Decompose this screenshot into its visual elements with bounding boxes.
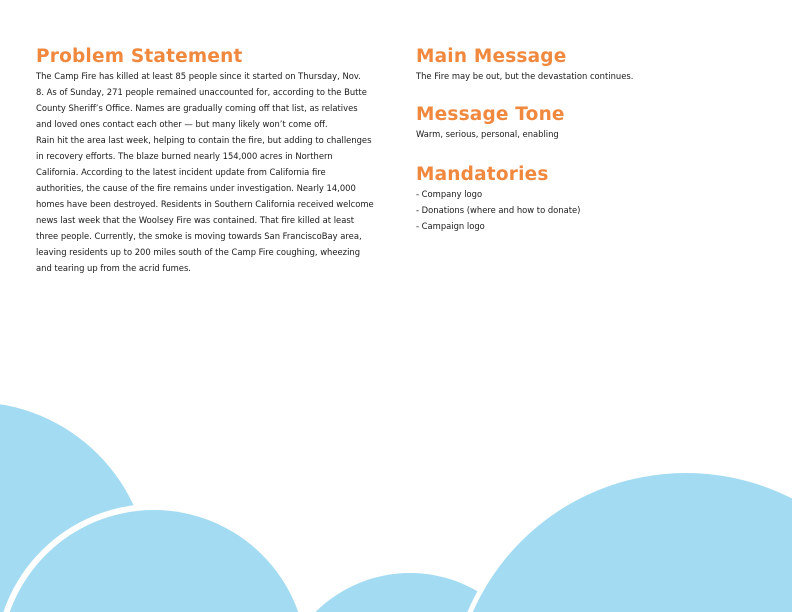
problem-line: and loved ones contact each other — but many likely won’t come off. — [36, 119, 328, 129]
problem-statement-heading: Problem Statement — [36, 46, 243, 67]
problem-line: Rain hit the area last week, helping to contain the fire, but adding to challenges — [36, 135, 372, 145]
message-tone-heading: Message Tone — [416, 104, 565, 125]
problem-line: County Sheriff’s Office. Names are gradually coming off that list, as relatives — [36, 103, 358, 113]
mandatories-list — [416, 186, 756, 234]
problem-line: 8. As of Sunday, 271 people remained unaccounted for, according to the Butte — [36, 87, 367, 97]
problem-line: The Camp Fire has killed at least 85 people since it started on Thursday, Nov. — [36, 71, 361, 81]
problem-line: news last week that the Woolsey Fire was contained. That fire killed at least — [36, 215, 354, 225]
problem-line: three people. Currently, the smoke is moving towards San FranciscoBay area, — [36, 231, 362, 241]
mandatory-item: - Donations (where and how to donate) — [416, 205, 581, 215]
message-tone-section — [416, 104, 756, 142]
problem-statement-body — [36, 68, 381, 276]
right-column — [416, 46, 756, 254]
problem-line: California. According to the latest incident update from California fire — [36, 167, 326, 177]
mandatory-item: - Company logo — [416, 189, 483, 199]
main-message-section — [416, 46, 756, 84]
mandatories-section — [416, 164, 756, 234]
problem-line: leaving residents up to 200 miles south of the Camp Fire coughing, wheezing — [36, 247, 361, 257]
problem-line: and tearing up from the acrid fumes. — [36, 263, 191, 273]
bubble-shape — [453, 473, 792, 612]
left-column — [36, 46, 381, 276]
problem-line: authorities, the cause of the fire remains under investigation. Nearly 14,000 — [36, 183, 356, 193]
problem-line: in recovery efforts. The blaze burned nearly 154,000 acres in Northern — [36, 151, 333, 161]
mandatories-heading: Mandatories — [416, 164, 549, 185]
main-message-text: The Fire may be out, but the devastation continues. — [416, 71, 634, 81]
mandatory-item: - Campaign logo — [416, 221, 485, 231]
main-message-heading: Main Message — [416, 46, 567, 67]
message-tone-text: Warm, serious, personal, enabling — [416, 129, 559, 139]
problem-line: homes have been destroyed. Residents in Southern California received welcome — [36, 199, 374, 209]
